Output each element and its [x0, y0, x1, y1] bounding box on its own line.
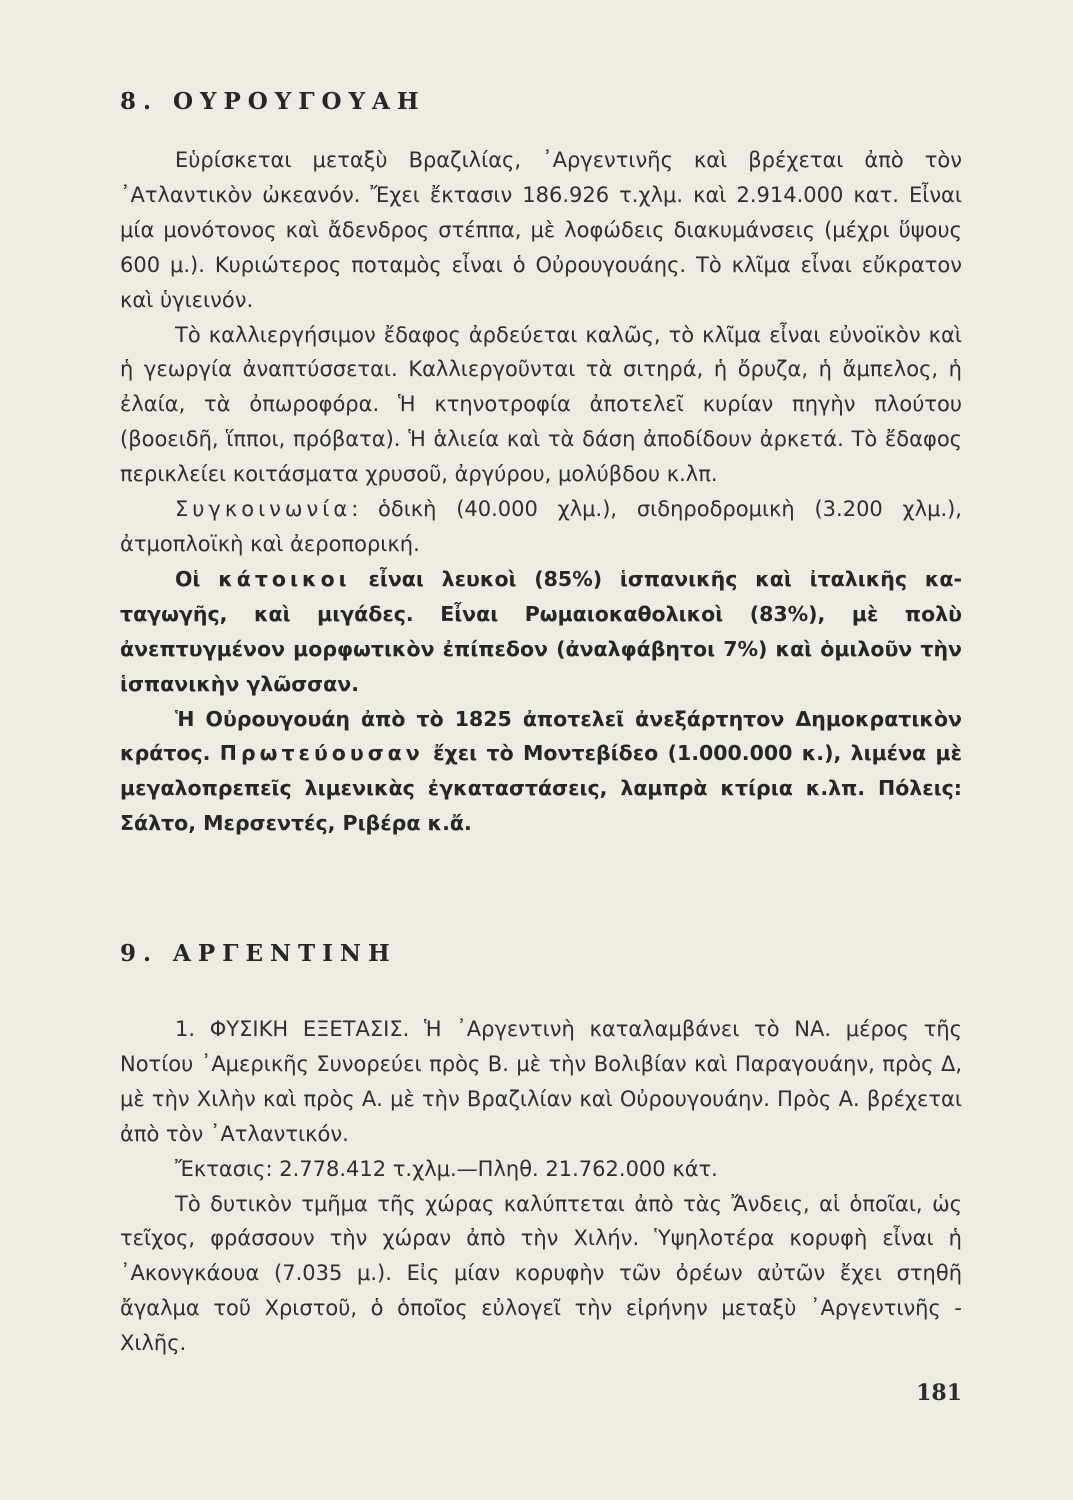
inhabitants-text: εἶναι λευκοὶ (85%) ἱσπανικῆς καὶ ἰταλικῆς καταγωγῆς, καὶ μιγάδες. Εἶναι Ρωμαιοκαθολικοὶ (83%), μὲ πολὺ ἀνεπτυγμένον μορφωτικὸν ἐπίπεδον (ἀναλφάβητοι 7%) καὶ ὁμιλοῦν τὴν ἱσπανικὴν γλῶσσαν.	[120, 566, 962, 696]
page-number: 181	[916, 1380, 962, 1406]
spaced-term-inhabitants: κάτοικοι	[218, 566, 351, 591]
book-page	[120, 0, 962, 1500]
section-heading-argentina: 9. ΑΡΓΕΝΤΙΝΗ	[120, 940, 397, 967]
paragraph-inhabitants	[120, 562, 962, 702]
paragraph-physical-exam: 1. ΦΥΣΙΚΗ ΕΞΕΤΑΣΙΣ. Ἡ ᾿Αργεντινὴ καταλαμβάνει τὸ ΝΑ. μέρος τῆς Νοτίου ᾿Αμερικῆς Συνορεύει πρὸς Β. μὲ τὴν Βολιβίαν καὶ Παραγουάην, πρὸς Δ, μὲ τὴν Χιλὴν καὶ πρὸς Α. μὲ τὴν Βραζιλίαν καὶ Οὐρουγουάην. Πρὸς Α. βρέχεται ἀπὸ τὸν ᾿Ατλαντικόν.	[120, 1017, 962, 1146]
communications-text: : ὁδικὴ (40.000 χλμ.), σιδηροδρομικὴ (3.200 χλμ.), ἀτμοπλοϊκὴ καὶ ἀεροπορική.	[120, 497, 962, 556]
paragraph-economy: Τὸ καλλιεργήσιμον ἔδαφος ἀρδεύεται καλῶς, τὸ κλῖμα εἶναι εὐνοϊκὸν καὶ ἡ γεωργία ἀναπτύσσεται. Καλλιεργοῦνται τὰ σιτηρά, ἡ ὄρυζα, ἡ ἄμπελος, ἡ ἐλαία, τὰ ὀπωροφόρα. Ἡ κτηνοτροφία ἀποτελεῖ κυρίαν πηγὴν πλούτου (βοοειδῆ, ἵπποι, πρόβατα). Ἡ ἁλιεία καὶ τὰ δάση ἀποδίδουν ἀρκετά. Τὸ ἔδαφος περικλείει κοιτάσματα χρυσοῦ, ἀργύρου, μολύβδου κ.λπ.	[120, 322, 962, 487]
paragraph-area-population: Ἔκτασις: 2.778.412 τ.χλμ.—Πληθ. 21.762.000 κάτ.	[175, 1156, 718, 1181]
spaced-term-communications: Συγκοινωνία	[175, 497, 352, 522]
section-uruguay	[120, 143, 962, 841]
state-prefix: Ἡ Οὐρουγουάη ἀπὸ τὸ 1825 ἀποτελεῖ ἀνεξάρτητον Δημοκρατικὸν κράτος.	[120, 706, 962, 766]
inhabitants-prefix: Οἱ	[175, 566, 219, 591]
spaced-term-capital: Πρωτεύουσαν	[219, 741, 424, 766]
paragraph-state	[120, 702, 962, 842]
paragraph-andes: Τὸ δυτικὸν τμῆμα τῆς χώρας καλύπτεται ἀπὸ τὰς Ἄνδεις, αἱ ὁποῖαι, ὡς τεῖχος, φράσσουν τὴν χώραν ἀπὸ τὴν Χιλήν. Ὑψηλοτέρα κορυφὴ εἶναι ἡ ᾿Ακονγκάουα (7.035 μ.). Εἰς μίαν κορυφὴν τῶν ὀρέων αὐτῶν ἔχει στηθῆ ἄγαλμα τοῦ Χριστοῦ, ὁ ὁποῖος εὐλογεῖ τὴν εἰρήνην μεταξὺ ᾿Αργεντινῆς - Χιλῆς.	[120, 1191, 962, 1356]
section-argentina	[120, 1012, 962, 1361]
section-heading-uruguay: 8. ΟΥΡΟΥΓΟΥΑΗ	[120, 88, 426, 115]
paragraph-geography: Εὑρίσκεται μεταξὺ Βραζιλίας, ᾿Αργεντινῆς καὶ βρέχεται ἀπὸ τὸν ᾿Ατλαντικὸν ὠκεανόν. Ἔχει ἔκτασιν 186.926 τ.χλμ. καὶ 2.914.000 κατ. Εἶναι μία μονότονος καὶ ἄδενδρος στέππα, μὲ λοφώδεις διακυμάνσεις (μέχρι ὕψους 600 μ.). Κυριώτερος ποταμὸς εἶναι ὁ Οὐρουγουάης. Τὸ κλῖμα εἶναι εὔκρατον καὶ ὑγιεινόν.	[120, 148, 962, 312]
state-text: ἔχει τὸ Μοντεβίδεο (1.000.000 κ.), λιμένα μὲ μεγαλοπρεπεῖς λιμενικὰς ἐγκαταστάσεις, λαμπρὰ κτίρια κ.λπ. Πόλεις: Σάλτο, Μερσεντές, Ριβέρα κ.ἄ.	[120, 741, 962, 836]
paragraph-communications	[120, 492, 962, 562]
